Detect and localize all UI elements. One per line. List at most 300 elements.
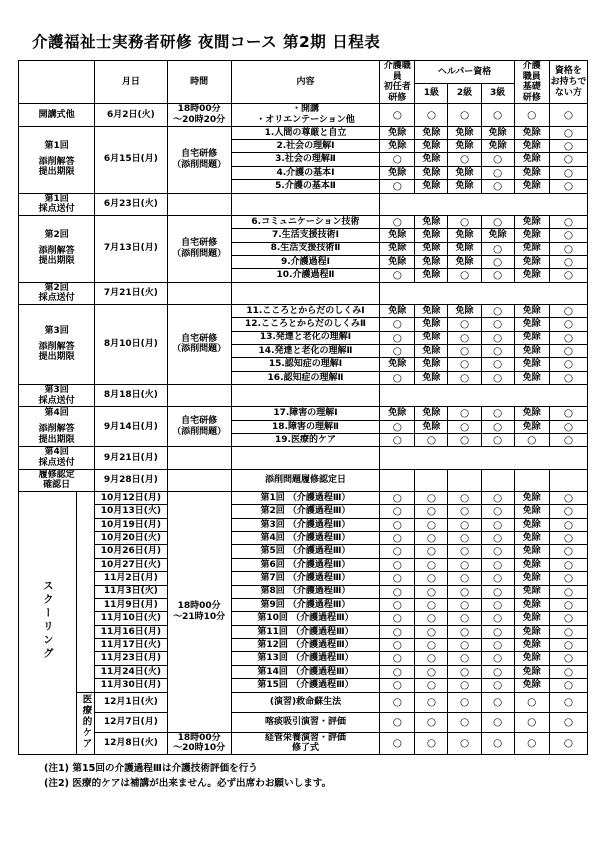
- mark-cell-4: 免除: [514, 652, 549, 665]
- mark-cell-2: ○: [448, 692, 481, 712]
- date-cell: 11月9日(月): [95, 598, 167, 611]
- mark-cell-3: ○: [481, 434, 514, 447]
- header-kiso-line: 研修: [522, 92, 541, 103]
- content-cell: 第4回 （介護過程Ⅲ）: [231, 532, 380, 545]
- category-score3: [19, 385, 95, 407]
- category-score1-line: 採点送付: [38, 204, 75, 215]
- mark-cell-4: ○: [514, 434, 549, 447]
- mark-cell-2: ○: [448, 572, 481, 585]
- shaded-block: [380, 282, 588, 304]
- time-cell-line: 18時00分: [177, 732, 221, 743]
- mark-cell-0: ○: [380, 505, 415, 518]
- content-cell: [231, 385, 380, 407]
- header-date: 月日: [95, 61, 167, 104]
- mark-cell-3: ○: [481, 732, 514, 754]
- header-none-line: 資格を: [554, 66, 582, 77]
- mark-cell-3: ○: [481, 692, 514, 712]
- time-cell-line: ～20時10分: [173, 743, 226, 754]
- header-helper-group: ヘルパー資格: [415, 61, 514, 84]
- category-score4: [19, 447, 95, 469]
- schooling-row: [19, 652, 588, 665]
- mark-cell-4: 免除: [514, 358, 549, 371]
- mark-cell-0: 免除: [380, 242, 415, 255]
- mark-cell-3: ○: [481, 242, 514, 255]
- mark-cell-5: ○: [549, 434, 587, 447]
- date-cell: 11月17日(火): [95, 639, 167, 652]
- mark-cell-1: 免除: [415, 215, 448, 228]
- category-round2-line: 第2回: [44, 230, 69, 241]
- mark-cell-2: 免除: [448, 126, 481, 139]
- schooling-row: [19, 665, 588, 678]
- medical-row: [19, 712, 588, 732]
- mark-cell-1: [415, 469, 448, 491]
- mark-cell-1: ○: [415, 652, 448, 665]
- mark-cell-1: ○: [415, 518, 448, 531]
- mark-cell-3: ○: [481, 269, 514, 282]
- mark-cell-4: ○: [514, 692, 549, 712]
- mark-cell-4: 免除: [514, 126, 549, 139]
- header-shoninsha-line: 研修: [388, 92, 407, 103]
- mark-cell-4: 免除: [514, 242, 549, 255]
- mark-cell-4: 免除: [514, 255, 549, 268]
- home-study-cell: [167, 304, 231, 384]
- content-cell: 第9回 （介護過程Ⅲ）: [231, 598, 380, 611]
- date-cell: 9月14日(月): [95, 407, 167, 447]
- mark-cell-0: ○: [380, 491, 415, 504]
- mark-cell-0: ○: [380, 665, 415, 678]
- category-score1: [19, 193, 95, 215]
- schooling-row: [19, 679, 588, 692]
- schooling-row: [19, 505, 588, 518]
- mark-cell-1: 免除: [415, 304, 448, 317]
- mark-cell-2: ○: [448, 639, 481, 652]
- mark-cell-0: ○: [380, 532, 415, 545]
- row-completion: [19, 469, 588, 491]
- time-cell: [167, 491, 231, 732]
- shaded-block: [380, 193, 588, 215]
- mark-cell-5: ○: [549, 585, 587, 598]
- mark-cell-5: ○: [549, 505, 587, 518]
- mark-cell-2: ○: [448, 505, 481, 518]
- home-study-cell: [167, 215, 231, 282]
- mark-cell-5: ○: [549, 665, 587, 678]
- mark-cell-3: [481, 469, 514, 491]
- mark-cell-1: ○: [415, 692, 448, 712]
- mark-cell-1: 免除: [415, 358, 448, 371]
- mark-cell-4: 免除: [514, 153, 549, 166]
- time-cell-line: 18時00分: [177, 104, 221, 115]
- mark-cell-2: ○: [448, 269, 481, 282]
- mark-cell-4: 免除: [514, 344, 549, 357]
- mark-cell-1: 免除: [415, 344, 448, 357]
- mark-cell-2: ○: [448, 491, 481, 504]
- mark-cell-1: 免除: [415, 318, 448, 331]
- mark-cell-4: ○: [514, 712, 549, 732]
- schooling-subcol-spacer: [77, 491, 95, 692]
- category-completion-line: 確認日: [43, 480, 71, 491]
- mark-cell-3: ○: [481, 331, 514, 344]
- mark-cell-1: ○: [415, 612, 448, 625]
- mark-cell-0: ○: [380, 679, 415, 692]
- mark-cell-0: ○: [380, 545, 415, 558]
- time-cell-line: 18時00分: [177, 601, 221, 612]
- content-cell: [231, 104, 380, 126]
- header-none-line: お持ちで: [550, 76, 587, 87]
- content-cell: 11.こころとからだのしくみⅠ: [231, 304, 380, 317]
- medical-label: [77, 692, 95, 754]
- mark-cell-0: [380, 469, 415, 491]
- header-content: 内容: [231, 61, 380, 104]
- mark-cell-5: ○: [549, 318, 587, 331]
- content-cell: 18.障害の理解Ⅱ: [231, 420, 380, 433]
- mark-cell-3: ○: [481, 612, 514, 625]
- mark-cell-5: ○: [549, 331, 587, 344]
- mark-cell-5: ○: [549, 140, 587, 153]
- mark-cell-5: ○: [549, 255, 587, 268]
- schooling-row: [19, 625, 588, 638]
- mark-cell-4: 免除: [514, 572, 549, 585]
- time-cell-line: ～20時20分: [173, 115, 226, 126]
- mark-cell-1: ○: [415, 505, 448, 518]
- mark-cell-1: ○: [415, 572, 448, 585]
- content-cell-line: 経管栄養演習・評価: [264, 732, 346, 743]
- mark-cell-4: 免除: [514, 371, 549, 384]
- mark-cell-3: ○: [481, 518, 514, 531]
- row-opening: [19, 104, 588, 126]
- mark-cell-3: ○: [481, 318, 514, 331]
- mark-cell-2: 免除: [448, 140, 481, 153]
- mark-cell-3: ○: [481, 153, 514, 166]
- date-cell: 12月1日(火): [95, 692, 167, 712]
- mark-cell-4: 免除: [514, 639, 549, 652]
- home-study-cell: [167, 407, 231, 447]
- home-study-cell-line: 自宅研修: [181, 238, 218, 249]
- mark-cell-2: 免除: [448, 229, 481, 242]
- schooling-row: [19, 558, 588, 571]
- date-cell: 6月23日(火): [95, 193, 167, 215]
- category-round4-line: 添削解答: [38, 424, 75, 435]
- mark-cell-1: ○: [415, 712, 448, 732]
- mark-cell-0: ○: [380, 518, 415, 531]
- mark-cell-5: ○: [549, 269, 587, 282]
- mark-cell-1: 免除: [415, 126, 448, 139]
- schooling-label: [19, 491, 77, 754]
- row-score4: [19, 447, 588, 469]
- mark-cell-1: 免除: [415, 140, 448, 153]
- mark-cell-5: ○: [549, 518, 587, 531]
- content-cell: 第1回 （介護過程Ⅲ）: [231, 491, 380, 504]
- mark-cell-4: 免除: [514, 318, 549, 331]
- mark-cell-2: ○: [448, 518, 481, 531]
- mark-cell-3: ○: [481, 585, 514, 598]
- mark-cell-1: ○: [415, 585, 448, 598]
- mark-cell-1: 免除: [415, 180, 448, 193]
- content-cell: 13.発達と老化の理解Ⅰ: [231, 331, 380, 344]
- category-round1-line: 第1回: [44, 141, 69, 152]
- mark-cell-3: ○: [481, 304, 514, 317]
- mark-cell-2: ○: [448, 652, 481, 665]
- time-cell: [167, 732, 231, 754]
- mark-cell-1: 免除: [415, 153, 448, 166]
- mark-cell-2: ○: [448, 153, 481, 166]
- category-round3-line: 提出期限: [38, 352, 75, 363]
- category-round4-line: 提出期限: [38, 434, 75, 445]
- time-cell: [167, 469, 231, 491]
- content-cell: 第14回 （介護過程Ⅲ）: [231, 665, 380, 678]
- schedule-table: [18, 60, 588, 755]
- mark-cell-1: 免除: [415, 269, 448, 282]
- category-round2-line: 提出期限: [38, 256, 75, 267]
- mark-cell-5: ○: [549, 625, 587, 638]
- category-round2-line: 添削解答: [38, 245, 75, 256]
- mark-cell-0: 免除: [380, 140, 415, 153]
- content-cell: 10.介護過程Ⅱ: [231, 269, 380, 282]
- mark-cell-3: ○: [481, 255, 514, 268]
- mark-cell-5: ○: [549, 491, 587, 504]
- schooling-row: [19, 532, 588, 545]
- mark-cell-0: 免除: [380, 407, 415, 420]
- content-cell: 添削問題履修認定日: [231, 469, 380, 491]
- content-cell-line: ・オリエンテーション他: [256, 115, 355, 126]
- schooling-row: [19, 545, 588, 558]
- mark-cell-4: 免除: [514, 665, 549, 678]
- mark-cell-3: ○: [481, 679, 514, 692]
- mark-cell-4: 免除: [514, 625, 549, 638]
- date-cell: 7月21日(火): [95, 282, 167, 304]
- mark-cell-0: ○: [380, 612, 415, 625]
- mark-cell-5: ○: [549, 358, 587, 371]
- mark-cell-4: 免除: [514, 505, 549, 518]
- mark-cell-0: ○: [380, 434, 415, 447]
- category-round4-line: 第4回: [44, 408, 69, 419]
- home-study-cell: [167, 126, 231, 193]
- date-cell: 11月23日(月): [95, 652, 167, 665]
- date-cell: 10月26日(月): [95, 545, 167, 558]
- time-cell: [167, 193, 231, 215]
- home-study-cell-line: 自宅研修: [181, 333, 218, 344]
- mark-cell-3: 免除: [481, 229, 514, 242]
- mark-cell-2: ○: [448, 331, 481, 344]
- mark-cell-2: 免除: [448, 304, 481, 317]
- mark-cell-0: ○: [380, 104, 415, 126]
- round4-row: [19, 407, 588, 420]
- date-cell: 11月16日(月): [95, 625, 167, 638]
- mark-cell-0: ○: [380, 639, 415, 652]
- mark-cell-3: ○: [481, 545, 514, 558]
- category-round1: [19, 126, 95, 193]
- mark-cell-0: 免除: [380, 126, 415, 139]
- mark-cell-1: ○: [415, 625, 448, 638]
- mark-cell-1: ○: [415, 545, 448, 558]
- mark-cell-0: ○: [380, 572, 415, 585]
- content-cell: 7.生活支援技術Ⅰ: [231, 229, 380, 242]
- date-cell: 8月10日(月): [95, 304, 167, 384]
- mark-cell-4: 免除: [514, 545, 549, 558]
- mark-cell-0: ○: [380, 153, 415, 166]
- mark-cell-3: ○: [481, 420, 514, 433]
- mark-cell-3: ○: [481, 358, 514, 371]
- mark-cell-2: 免除: [448, 255, 481, 268]
- content-cell: 5.介護の基本Ⅱ: [231, 180, 380, 193]
- category-round4: [19, 407, 95, 447]
- mark-cell-5: [549, 469, 587, 491]
- content-cell: 4.介護の基本Ⅰ: [231, 166, 380, 179]
- mark-cell-2: ○: [448, 104, 481, 126]
- row-score3: [19, 385, 588, 407]
- mark-cell-5: ○: [549, 712, 587, 732]
- mark-cell-4: 免除: [514, 585, 549, 598]
- mark-cell-0: ○: [380, 318, 415, 331]
- mark-cell-4: 免除: [514, 679, 549, 692]
- shaded-block: [380, 385, 588, 407]
- header-kiso: [514, 61, 549, 104]
- mark-cell-3: ○: [481, 104, 514, 126]
- mark-cell-1: 免除: [415, 331, 448, 344]
- mark-cell-2: ○: [448, 612, 481, 625]
- mark-cell-4: 免除: [514, 491, 549, 504]
- mark-cell-2: ○: [448, 420, 481, 433]
- mark-cell-1: ○: [415, 434, 448, 447]
- home-study-cell-line: （添削問題）: [172, 248, 227, 259]
- category-opening: 開講式他: [19, 104, 95, 126]
- content-cell: 14.発達と老化の理解Ⅱ: [231, 344, 380, 357]
- vertical-label: スクーリング: [41, 580, 54, 662]
- mark-cell-0: ○: [380, 585, 415, 598]
- mark-cell-1: 免除: [415, 242, 448, 255]
- mark-cell-2: ○: [448, 434, 481, 447]
- mark-cell-1: 免除: [415, 371, 448, 384]
- date-cell: 7月13日(月): [95, 215, 167, 282]
- mark-cell-5: ○: [549, 371, 587, 384]
- schooling-row: [19, 572, 588, 585]
- mark-cell-2: ○: [448, 558, 481, 571]
- mark-cell-1: ○: [415, 491, 448, 504]
- header-kiso-line: 介護: [522, 61, 541, 71]
- mark-cell-1: ○: [415, 679, 448, 692]
- round3-row: [19, 304, 588, 317]
- mark-cell-4: 免除: [514, 304, 549, 317]
- mark-cell-5: ○: [549, 104, 587, 126]
- mark-cell-4: 免除: [514, 598, 549, 611]
- mark-cell-2: ○: [448, 712, 481, 732]
- mark-cell-2: ○: [448, 407, 481, 420]
- content-cell: 第15回 （介護過程Ⅲ）: [231, 679, 380, 692]
- content-cell: 16.認知症の理解Ⅱ: [231, 371, 380, 384]
- mark-cell-0: ○: [380, 625, 415, 638]
- content-cell: 19.医療的ケア: [231, 434, 380, 447]
- mark-cell-5: ○: [549, 639, 587, 652]
- mark-cell-2: ○: [448, 585, 481, 598]
- mark-cell-5: ○: [549, 612, 587, 625]
- date-cell: 11月30日(月): [95, 679, 167, 692]
- mark-cell-4: 免除: [514, 229, 549, 242]
- mark-cell-0: 免除: [380, 358, 415, 371]
- content-cell: 9.介護過程Ⅰ: [231, 255, 380, 268]
- category-round2: [19, 215, 95, 282]
- category-round3-line: 第3回: [44, 326, 69, 337]
- time-cell: [167, 282, 231, 304]
- category-score3-line: 第3回: [44, 385, 69, 396]
- mark-cell-0: ○: [380, 269, 415, 282]
- category-score1-line: 第1回: [44, 193, 69, 204]
- content-cell-line: ・開講: [291, 104, 319, 115]
- header-helper-2: 2級: [448, 83, 481, 104]
- mark-cell-3: ○: [481, 166, 514, 179]
- mark-cell-3: ○: [481, 532, 514, 545]
- row-score1: [19, 193, 588, 215]
- mark-cell-5: ○: [549, 532, 587, 545]
- content-cell: 第3回 （介護過程Ⅲ）: [231, 518, 380, 531]
- mark-cell-4: 免除: [514, 518, 549, 531]
- mark-cell-2: ○: [448, 679, 481, 692]
- mark-cell-0: ○: [380, 371, 415, 384]
- mark-cell-1: ○: [415, 104, 448, 126]
- mark-cell-5: ○: [549, 692, 587, 712]
- category-score2: [19, 282, 95, 304]
- mark-cell-3: ○: [481, 558, 514, 571]
- mark-cell-0: ○: [380, 180, 415, 193]
- mark-cell-2: ○: [448, 371, 481, 384]
- content-cell: 第12回 （介護過程Ⅲ）: [231, 639, 380, 652]
- mark-cell-4: 免除: [514, 180, 549, 193]
- mark-cell-5: ○: [549, 679, 587, 692]
- shaded-block: [380, 447, 588, 469]
- date-cell: 8月18日(火): [95, 385, 167, 407]
- mark-cell-2: 免除: [448, 180, 481, 193]
- mark-cell-4: ○: [514, 732, 549, 754]
- mark-cell-3: ○: [481, 639, 514, 652]
- home-study-cell-line: 自宅研修: [181, 416, 218, 427]
- mark-cell-3: 免除: [481, 140, 514, 153]
- mark-cell-0: 免除: [380, 229, 415, 242]
- mark-cell-3: ○: [481, 491, 514, 504]
- content-cell: 第5回 （介護過程Ⅲ）: [231, 545, 380, 558]
- vertical-label: 医療的ケア: [80, 693, 92, 749]
- mark-cell-3: 免除: [481, 126, 514, 139]
- mark-cell-0: ○: [380, 344, 415, 357]
- mark-cell-5: ○: [549, 153, 587, 166]
- time-cell-line: ～21時10分: [173, 611, 226, 622]
- mark-cell-4: 免除: [514, 140, 549, 153]
- content-cell: 1.人間の尊厳と自立: [231, 126, 380, 139]
- date-cell: 10月12日(月): [95, 491, 167, 504]
- mark-cell-0: ○: [380, 558, 415, 571]
- mark-cell-0: ○: [380, 598, 415, 611]
- schooling-row: [19, 491, 588, 504]
- mark-cell-5: ○: [549, 242, 587, 255]
- home-study-cell-line: （添削問題）: [172, 344, 227, 355]
- content-cell: 第6回 （介護過程Ⅲ）: [231, 558, 380, 571]
- content-cell: [231, 193, 380, 215]
- mark-cell-3: ○: [481, 572, 514, 585]
- category-score2-line: 採点送付: [38, 293, 75, 304]
- content-cell: 第10回 （介護過程Ⅲ）: [231, 612, 380, 625]
- mark-cell-3: ○: [481, 180, 514, 193]
- content-cell: 15.認知症の理解Ⅰ: [231, 358, 380, 371]
- mark-cell-4: 免除: [514, 331, 549, 344]
- mark-cell-1: ○: [415, 732, 448, 754]
- medical-row: [19, 692, 588, 712]
- mark-cell-2: ○: [448, 732, 481, 754]
- schooling-row: [19, 585, 588, 598]
- home-study-cell-line: （添削問題）: [172, 159, 227, 170]
- header-shoninsha: [380, 61, 415, 104]
- date-cell: 9月28日(月): [95, 469, 167, 491]
- mark-cell-5: ○: [549, 344, 587, 357]
- mark-cell-3: ○: [481, 344, 514, 357]
- content-cell: 6.コミュニケーション技術: [231, 215, 380, 228]
- header-none: [549, 61, 587, 104]
